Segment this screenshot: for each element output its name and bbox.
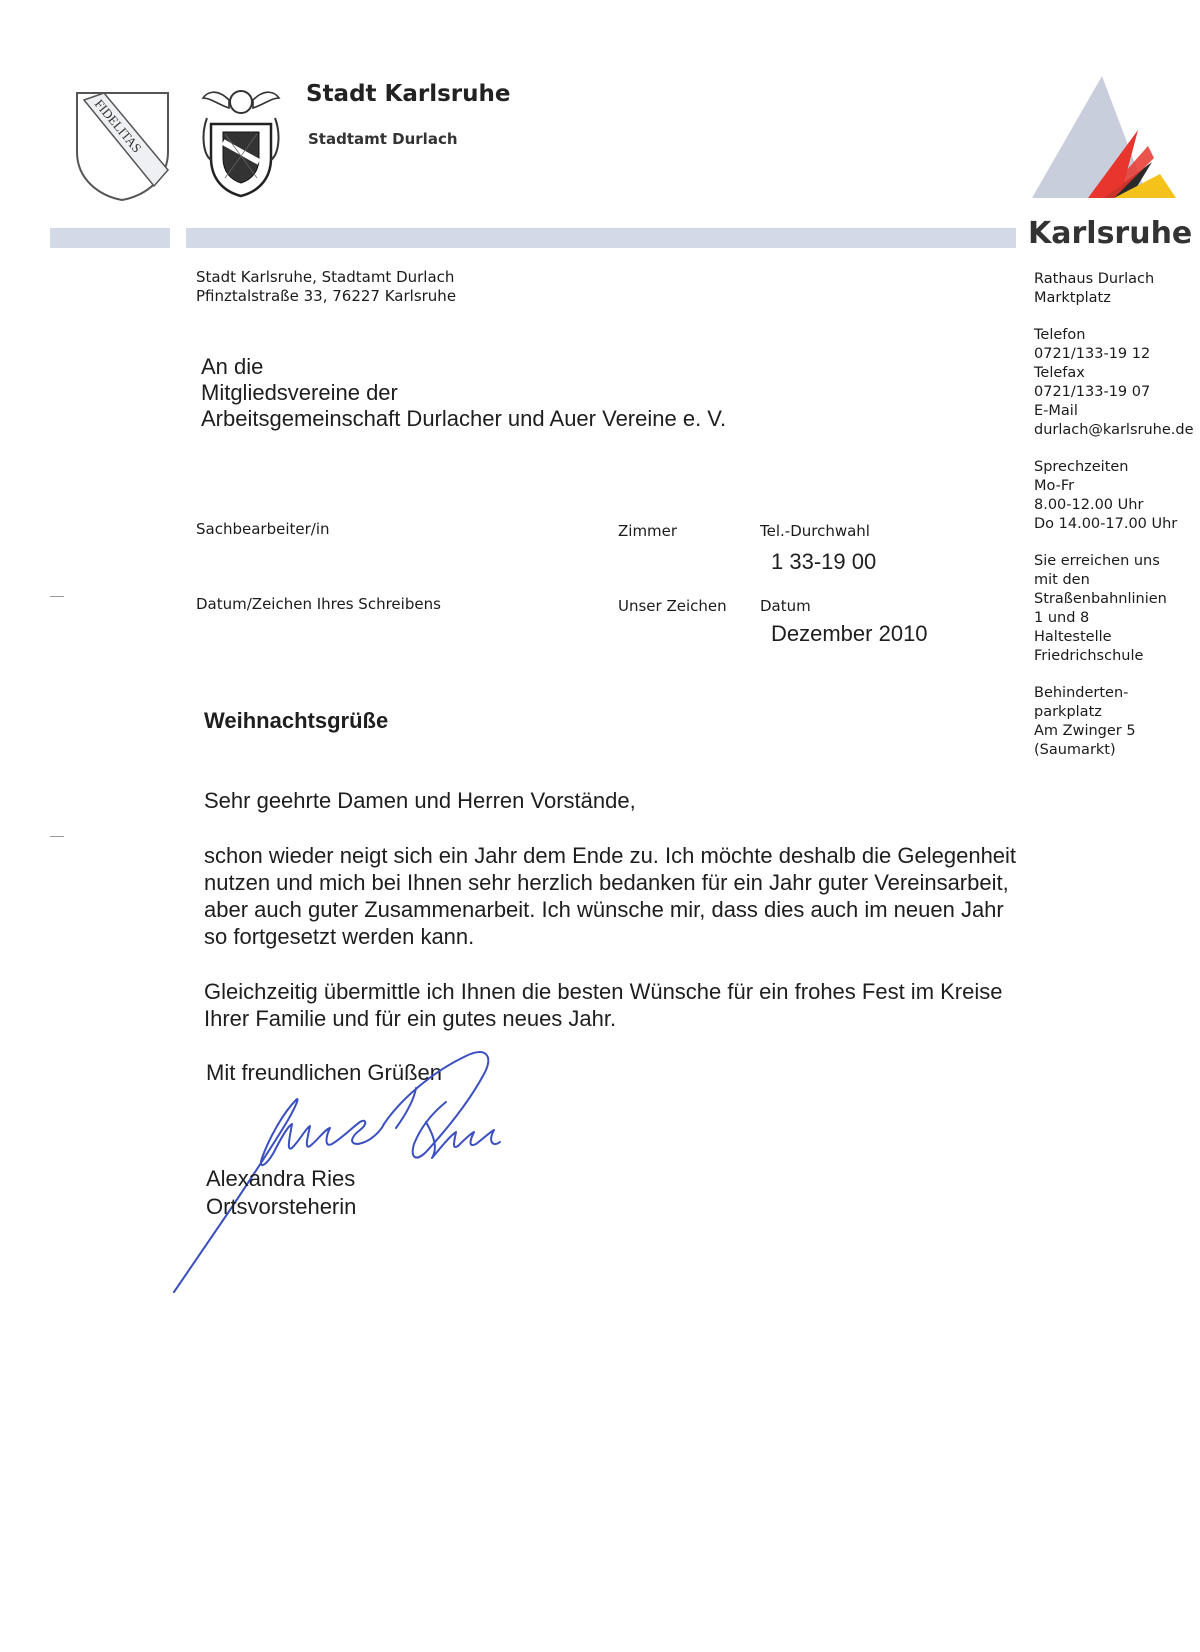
recipient-line: Mitgliedsvereine der	[201, 380, 398, 405]
recipient-line: Arbeitsgemeinschaft Durlacher und Auer Vereine e. V.	[201, 406, 727, 431]
date-value: Dezember 2010	[771, 621, 928, 646]
your-reference-label: Datum/Zeichen Ihres Schreibens	[196, 595, 441, 613]
body-line: aber auch guter Zusammenarbeit. Ich wünsche mir, dass dies auch im neuen Jahr	[204, 897, 1004, 922]
sender-address	[196, 268, 456, 306]
recipient-line: An die	[201, 354, 264, 379]
city-crest-icon	[74, 90, 172, 202]
sidebar-address-line: Rathaus Durlach	[1034, 271, 1155, 287]
body-line: so fortgesetzt werden kann.	[204, 924, 475, 949]
contact-sidebar	[1034, 270, 1194, 760]
org-subtitle: Stadtamt Durlach	[308, 130, 458, 148]
signer-name: Alexandra Ries	[206, 1166, 356, 1191]
hours-line: Do 14.00-17.00 Uhr	[1034, 516, 1178, 532]
recipient-block	[201, 354, 726, 432]
closing: Mit freundlichen Grüßen	[206, 1060, 442, 1085]
clerk-label: Sachbearbeiter/in	[196, 520, 330, 538]
org-name: Stadt Karlsruhe	[306, 81, 511, 107]
email-label: E-Mail	[1034, 403, 1078, 419]
parking-line: Behinderten-	[1034, 685, 1129, 701]
body-line: schon wieder neigt sich ein Jahr dem Ende zu. Ich möchte deshalb die Gelegenheit	[204, 843, 1017, 868]
hours-line: Sprechzeiten	[1034, 459, 1129, 475]
extension-label: Tel.-Durchwahl	[760, 522, 870, 540]
parking-line: (Saumarkt)	[1034, 742, 1116, 758]
sender-line: Pfinztalstraße 33, 76227 Karlsruhe	[196, 287, 457, 305]
extension-value: 1 33-19 00	[771, 549, 877, 574]
room-label: Zimmer	[618, 522, 678, 540]
body-paragraph	[204, 978, 1016, 1032]
parking-line: parkplatz	[1034, 704, 1102, 720]
phone-number: 0721/133-19 12	[1034, 346, 1151, 362]
sidebar-address-line: Marktplatz	[1034, 290, 1111, 306]
salutation: Sehr geehrte Damen und Herren Vorstände,	[204, 788, 636, 813]
fax-label: Telefax	[1034, 365, 1085, 381]
transit-line: Straßenbahnlinien	[1034, 591, 1167, 607]
letter-body	[204, 842, 1016, 1060]
header-bar	[186, 228, 1016, 248]
hours-line: Mo-Fr	[1034, 478, 1075, 494]
transit-line: Friedrichschule	[1034, 648, 1144, 664]
durlach-crest-icon	[199, 84, 283, 200]
crest-motto: FIDELITAS	[91, 96, 145, 156]
body-line: nutzen und mich bei Ihnen sehr herzlich bedanken für ein Jahr guter Vereinsarbeit,	[204, 870, 1009, 895]
header-bar	[50, 228, 170, 248]
transit-line: Sie erreichen uns	[1034, 553, 1160, 569]
karlsruhe-logo-icon	[1030, 74, 1178, 200]
body-line: Ihrer Familie und für ein gutes neues Jahr.	[204, 1006, 617, 1031]
hours-line: 8.00-12.00 Uhr	[1034, 497, 1144, 513]
sender-line: Stadt Karlsruhe, Stadtamt Durlach	[196, 268, 455, 286]
phone-label: Telefon	[1034, 327, 1086, 343]
signer-title: Ortsvorsteherin	[206, 1194, 357, 1219]
fold-mark	[50, 596, 64, 597]
brand-name: Karlsruhe	[1028, 216, 1193, 251]
fold-mark	[50, 836, 64, 837]
our-reference-label: Unser Zeichen	[618, 597, 727, 615]
date-label: Datum	[760, 597, 811, 615]
transit-line: Haltestelle	[1034, 629, 1112, 645]
body-paragraph	[204, 842, 1016, 950]
transit-line: 1 und 8	[1034, 610, 1090, 626]
subject-line: Weihnachtsgrüße	[204, 708, 389, 733]
fax-number: 0721/133-19 07	[1034, 384, 1151, 400]
parking-line: Am Zwinger 5	[1034, 723, 1136, 739]
transit-line: mit den	[1034, 572, 1090, 588]
body-line: Gleichzeitig übermittle ich Ihnen die besten Wünsche für ein frohes Fest im Kreise	[204, 979, 1003, 1004]
email-address: durlach@karlsruhe.de	[1034, 422, 1194, 438]
